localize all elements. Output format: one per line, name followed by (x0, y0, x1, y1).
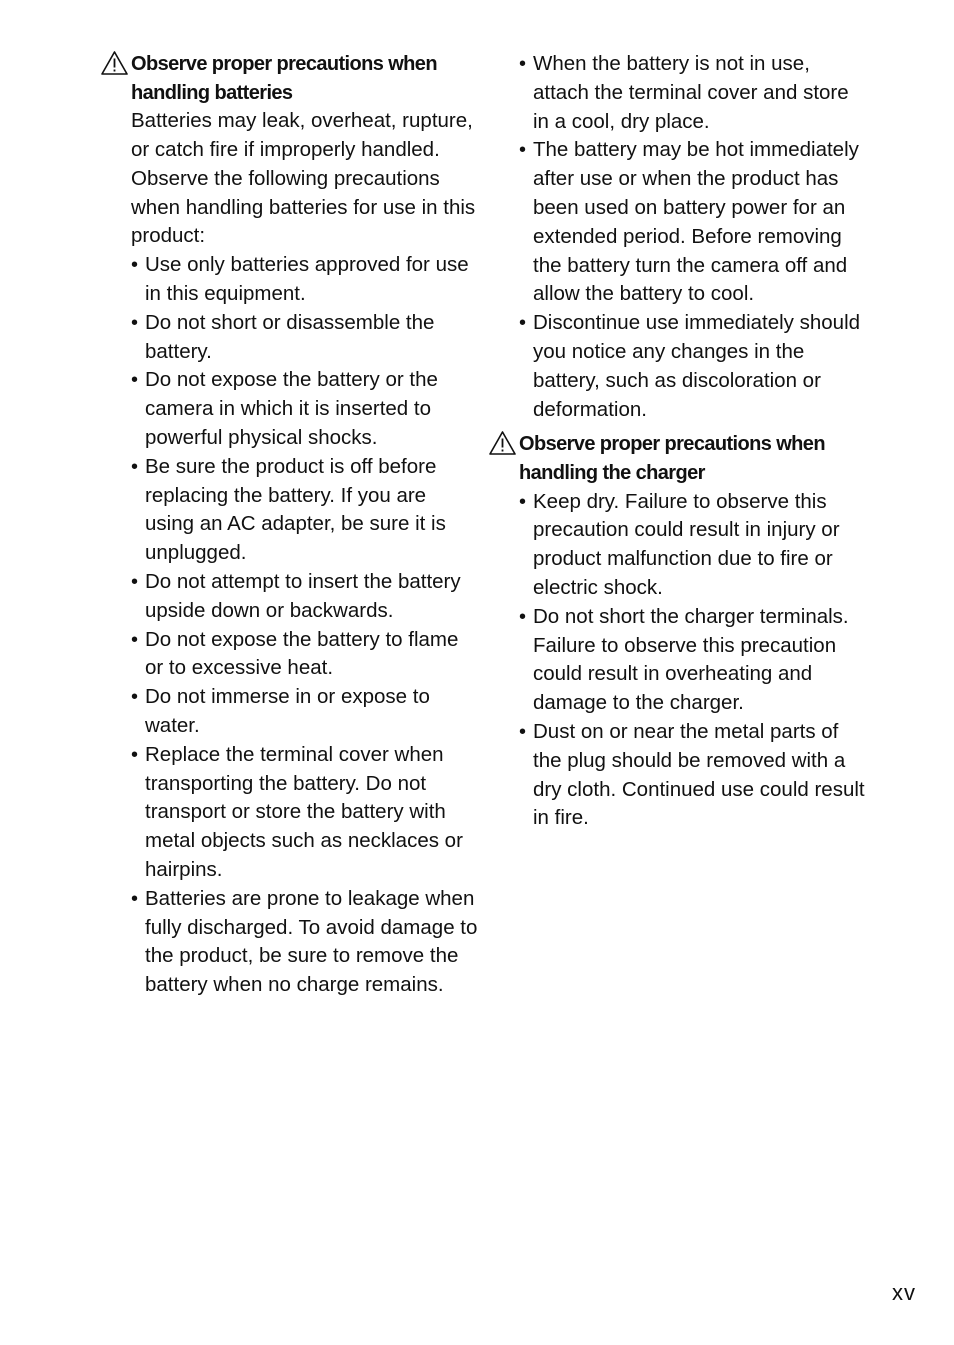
section-heading-charger (488, 430, 868, 487)
bullet-glyph: • (131, 455, 139, 478)
list-item: • When the battery is not in use, attach the terminal cover and store in a cool, dry place. (519, 52, 849, 133)
list-item: • Discontinue use immediately should you notice any changes in the battery, such as discoloration or deformation. (519, 311, 861, 421)
list-item: • Do not expose the battery to flame or to excessive heat. (131, 627, 459, 680)
battery-precautions-continued-list (488, 50, 868, 424)
bullet-glyph: • (131, 887, 139, 910)
list-item: • Do not attempt to insert the battery upside down or backwards. (131, 569, 461, 622)
bullet-glyph: • (131, 369, 139, 392)
bullet-glyph: • (131, 686, 139, 709)
list-item: • Do not short the charger terminals. Failure to observe this precaution could result in overheating and damage to the charger. (519, 604, 849, 715)
list-item: • Dust on or near the metal parts of the plug should be removed with a dry cloth. Continued use could result in fire. (519, 719, 865, 830)
heading-line-2: handling batteries (131, 81, 293, 104)
list-item: • Batteries are prone to leakage when fully discharged. To avoid damage to the product, be sure to remove the battery when no charge remains. (131, 886, 478, 997)
warning-triangle-icon (488, 430, 518, 458)
bullet-glyph: • (519, 720, 527, 743)
list-item: • Do not short or disassemble the battery. (131, 310, 435, 363)
right-column (488, 50, 868, 833)
bullet-glyph: • (519, 139, 527, 162)
list-item: • The battery may be hot immediately after use or when the product has been used on battery power for an extended period. Before removing the battery turn the camera off and allow the battery to cool. (519, 138, 859, 306)
warning-triangle-icon (100, 50, 130, 78)
list-item: • Be sure the product is off before replacing the battery. If you are using an AC adapter, be sure it is unplugged. (131, 454, 446, 565)
heading-line-1: Observe proper precautions when (519, 433, 825, 456)
bullet-glyph: • (131, 628, 139, 651)
bullet-glyph: • (131, 743, 139, 766)
left-column (100, 50, 480, 1000)
bullet-glyph: • (519, 53, 527, 75)
list-item: • Replace the terminal cover when transporting the battery. Do not transport or store the battery with metal objects such as necklaces or hairpins. (131, 742, 463, 881)
section-intro: Batteries may leak, overheat, rupture, or catch fire if improperly handled. Observe the following precautions when handling batteries for use in this product: (131, 109, 476, 248)
page-number: xv (892, 1280, 916, 1305)
list-item: • Do not immerse in or expose to water. (131, 685, 430, 737)
bullet-glyph: • (131, 254, 139, 277)
charger-precautions-list (488, 488, 868, 834)
heading-line-2: handling the charger (519, 461, 705, 484)
battery-precautions-list (100, 251, 480, 1000)
bullet-glyph: • (131, 311, 139, 334)
section-heading-batteries (100, 50, 480, 107)
bullet-glyph: • (131, 570, 139, 593)
list-item: • Do not expose the battery or the camera in which it is inserted to powerful physical shocks. (131, 368, 438, 449)
list-item: • Keep dry. Failure to observe this precaution could result in injury or product malfunction due to fire or electric shock. (519, 489, 840, 599)
list-item: • Use only batteries approved for use in this equipment. (131, 253, 469, 305)
bullet-glyph: • (519, 490, 527, 513)
bullet-glyph: • (519, 312, 527, 335)
heading-line-1: Observe proper precautions when (131, 53, 437, 75)
bullet-glyph: • (519, 605, 527, 628)
